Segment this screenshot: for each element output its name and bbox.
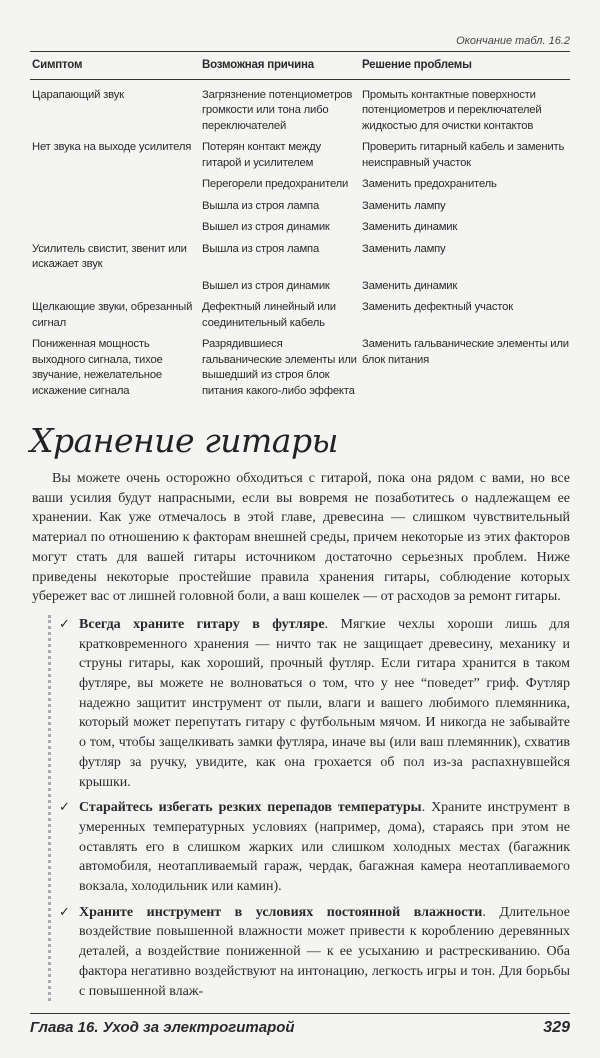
tip-lead: Храните инструмент в условиях постоянной влажности (79, 904, 483, 920)
table-body (30, 88, 570, 400)
cell-solution: Проверить гитарный кабель и заменить неисправный участок (362, 141, 565, 169)
table-continuation-caption: Окончание табл. 16.2 (456, 35, 570, 47)
cell-cause: Вышла из строя лампа (202, 242, 320, 255)
cell-cause: Вышел из строя динамик (202, 279, 330, 292)
page-number: 329 (543, 1019, 570, 1037)
table-row (30, 177, 570, 193)
table-header-row (30, 58, 570, 74)
cell-solution: Заменить гальванические элементы или блок питания (362, 338, 569, 366)
table-row (30, 140, 570, 171)
cell-symptom: Усилитель свистит, звенит или искажает звук (32, 242, 187, 270)
checkmark-icon: ✓ (59, 800, 70, 816)
cell-cause: Вышел из строя динамик (202, 221, 330, 233)
cell-cause: Вышла из строя лампа (202, 199, 320, 212)
cell-symptom (32, 199, 197, 215)
list-item (51, 903, 570, 1002)
table-top-rule (30, 51, 570, 52)
cell-symptom (32, 279, 197, 295)
table-row (30, 242, 570, 273)
cell-solution: Заменить дефектный участок (362, 301, 513, 313)
checkmark-icon: ✓ (59, 616, 70, 632)
tip-text: . Мягкие чехлы хороши лишь для кратковременного хранения — ничто так не защищает древесину, механику и струны гитары, как хороший, прочный футляр. Если гитара хранится в таком футляре, вы можете не волноваться о том, что у нее “поведет” гриф. Футляр надежно защитит инструмент от пыли, влаги и вашего любимого племянника, который может перепутать гитару с футбольным мячом. И никогда не забывайте о том, чтобы защелкивать замки футляра, иначе вы (или ваш племянник), схватив футляр за ручку, увидите, как она грохается об пол из-за распахнувшейся крышки. (79, 616, 570, 790)
tip-lead: Старайтесь избегать резких перепадов температуры (79, 800, 422, 816)
cell-symptom: Щелкающие звуки, обрезанный сигнал (32, 301, 193, 329)
header-cause: Возможная причина (202, 59, 314, 71)
cell-symptom: Пониженная мощность выходного сигнала, тихое звучание, нежелательное искажение сигнала (32, 338, 163, 397)
cell-solution: Промыть контактные поверхности потенциометров и переключателей жидкостью для очистки контактов (362, 88, 542, 132)
tip-lead: Всегда храните гитару в футляре (79, 616, 325, 632)
cell-solution: Заменить динамик (362, 279, 458, 292)
checkmark-icon: ✓ (59, 904, 70, 920)
storage-tips-list (48, 615, 570, 1001)
cell-cause: Загрязнение потенциометров громкости или тона либо переключателей (202, 88, 353, 132)
header-symptom: Симптом (32, 59, 83, 71)
page-footer (30, 1014, 570, 1038)
cell-solution: Заменить предохранитель (362, 178, 497, 190)
table-row (30, 199, 570, 215)
tip-text: . Длительное воздействие повышенной влажности может привести к короблению деревянных деталей, а воздействие пониженной — к ее усыханию и растрескиванию. Оба фактора негативно воздействуют на интонацию, легкость игры и тон. Для борьбы с повышенной влаж- (79, 904, 571, 999)
intro-paragraph: Вы можете очень осторожно обходиться с гитарой, пока она рядом с вами, но все ваши усилия будут напрасными, если вы вовремя не позаботитесь о надлежащем ее хранении. Как уже отмечалось в этой главе, древесина — слишком чувствительный материал по отношению к факторам внешней среды, причем некоторые из этих факторов могут стать для вашей гитары источником достаточно серьезных проблем. Ниже приведены некоторые простейшие правила хранения гитары, соблюдение которых убережет вас от лишней головной боли, а ваш кошелек — от расходов за ремонт гитары. (32, 471, 570, 605)
cell-symptom (32, 177, 197, 193)
cell-solution: Заменить лампу (362, 242, 446, 255)
table-row (30, 279, 570, 295)
tip-text: . Храните инструмент в умеренных температурных условиях (например, дома), стараясь при этом не оставлять его в слишком жарких или слишком холодных местах (багажник автомобиля, неотапливаемый гараж, чердак, багажная камера неотапливаемого вокзала, холодильник или камин). (79, 800, 571, 895)
cell-symptom: Царапающий звук (32, 88, 124, 101)
cell-cause: Разрядившиеся гальванические элементы или вышедший из строя блок питания какого-либо эффекта (202, 338, 357, 397)
chapter-title: Глава 16. Уход за электрогитарой (30, 1019, 295, 1037)
list-item (51, 615, 570, 792)
cell-solution: Заменить динамик (362, 221, 458, 233)
header-solution: Решение проблемы (362, 59, 472, 71)
cell-symptom: Нет звука на выходе усилителя (32, 141, 192, 153)
section-title: Хранение гитары (30, 421, 338, 460)
table-row (30, 220, 570, 236)
list-item (51, 798, 570, 897)
cell-cause: Дефектный линейный или соединительный кабель (202, 301, 336, 329)
cell-cause: Перегорели предохранители (202, 178, 349, 190)
table-row (30, 337, 570, 399)
footer-wrap (30, 1013, 570, 1038)
table-row (30, 300, 570, 331)
table-header-rule (30, 79, 570, 80)
cell-solution: Заменить лампу (362, 199, 446, 212)
cell-symptom (32, 220, 197, 236)
cell-cause: Потерян контакт между гитарой и усилителем (202, 141, 321, 169)
table-row (30, 88, 570, 135)
